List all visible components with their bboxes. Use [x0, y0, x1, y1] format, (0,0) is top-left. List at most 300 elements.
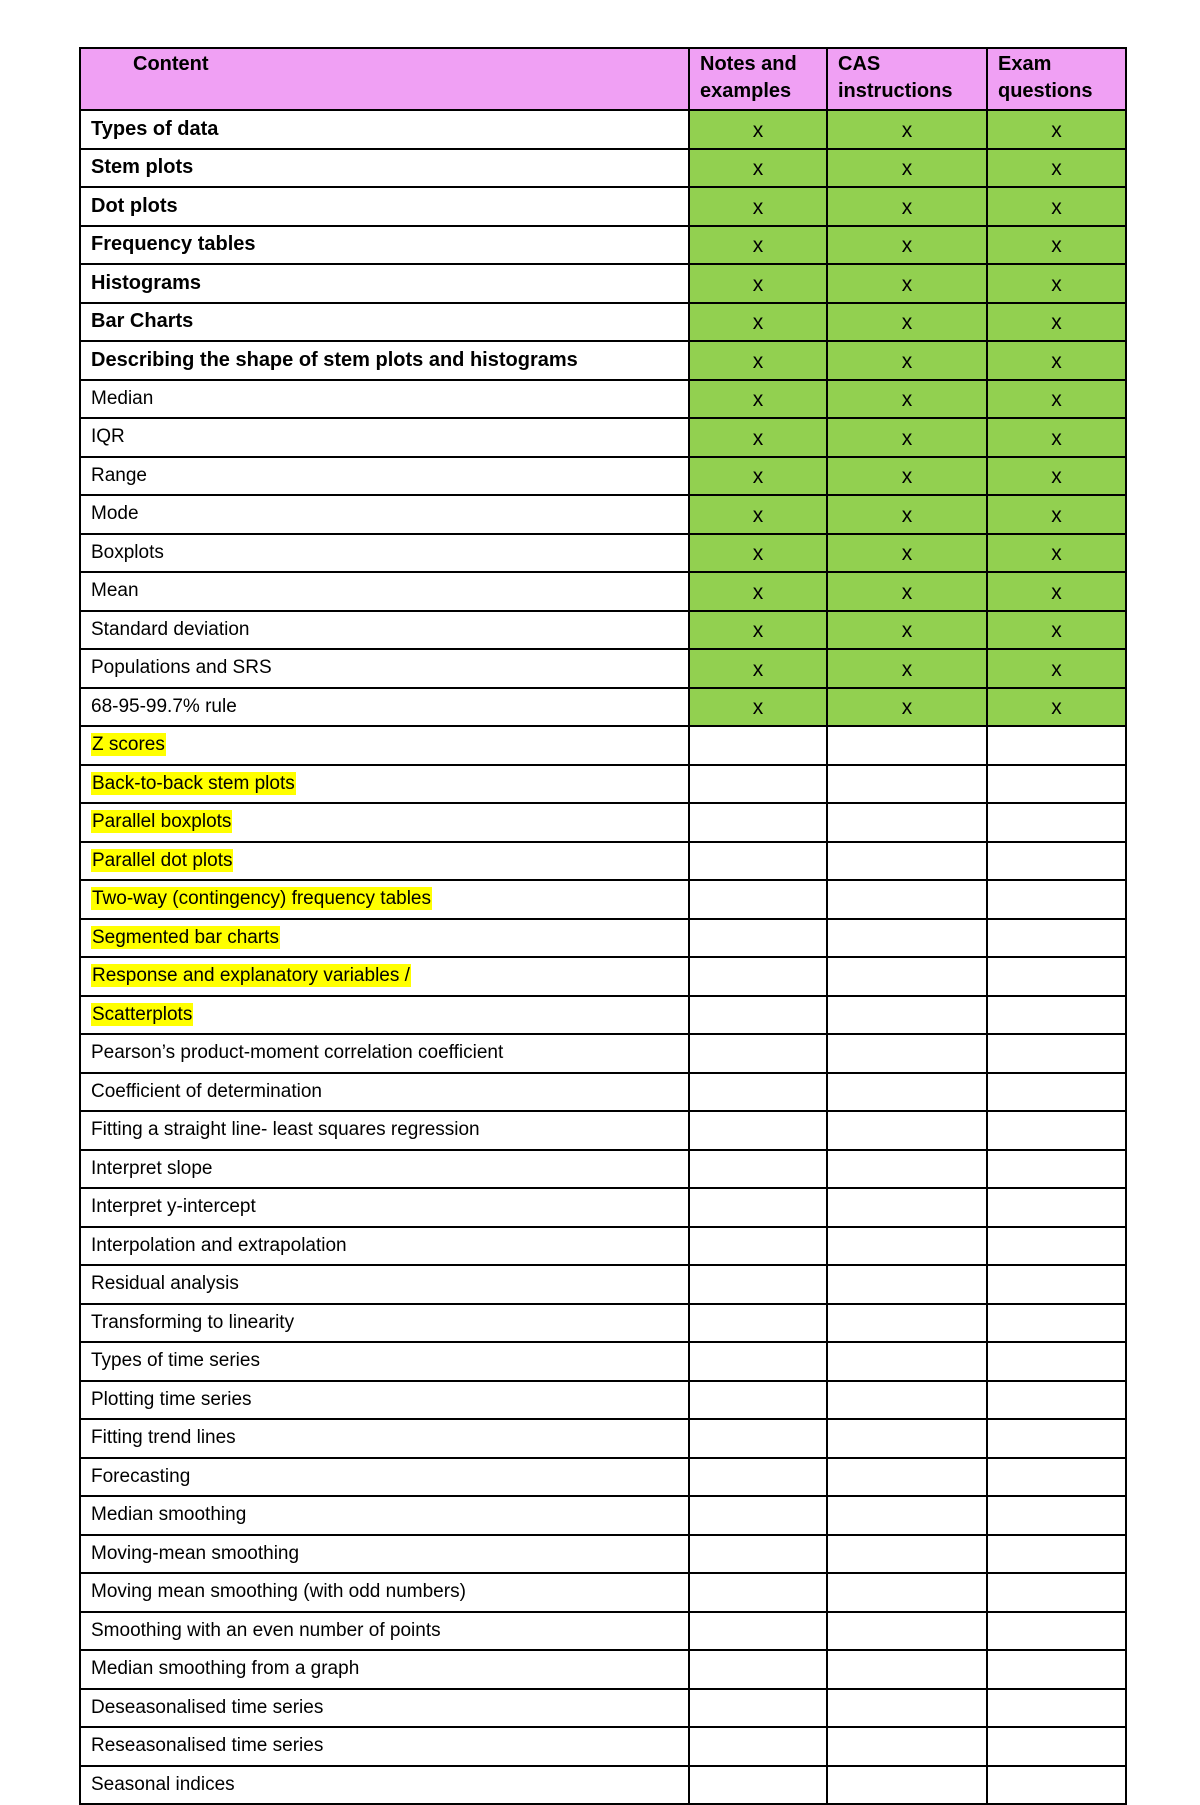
notes-mark-cell	[689, 765, 827, 804]
topic-label: Types of time series	[91, 1350, 260, 1372]
topic-cell	[80, 996, 689, 1035]
table-row	[80, 1727, 1126, 1766]
header-notes: Notes and examples	[689, 48, 827, 110]
topic-label: Interpolation and extrapolation	[91, 1234, 347, 1256]
notes-mark-cell	[689, 418, 827, 457]
exam-mark-cell	[987, 1111, 1126, 1150]
exam-mark-cell	[987, 919, 1126, 958]
cas-mark: x	[901, 311, 913, 335]
table-row	[80, 572, 1126, 611]
notes-mark-cell	[689, 803, 827, 842]
exam-mark-cell	[987, 303, 1126, 342]
topic-cell	[80, 418, 689, 457]
exam-mark-cell	[987, 187, 1126, 226]
checklist-table	[79, 47, 1127, 1805]
exam-mark-cell	[987, 1265, 1126, 1304]
cas-mark: x	[901, 465, 913, 489]
table-row	[80, 380, 1126, 419]
notes-mark-cell	[689, 1227, 827, 1266]
topic-label: Interpret slope	[91, 1157, 213, 1179]
topic-label: Fitting a straight line- least squares regression	[91, 1119, 480, 1141]
notes-mark-cell	[689, 1650, 827, 1689]
exam-mark-cell	[987, 1650, 1126, 1689]
notes-mark-cell	[689, 110, 827, 149]
notes-mark-cell	[689, 1612, 827, 1651]
notes-mark: x	[752, 657, 764, 681]
cas-mark: x	[901, 157, 913, 181]
cas-mark-cell	[827, 1265, 987, 1304]
cas-mark-cell	[827, 1650, 987, 1689]
cas-mark-cell	[827, 418, 987, 457]
table-row	[80, 149, 1126, 188]
exam-mark-cell	[987, 880, 1126, 919]
topic-label: IQR	[91, 426, 125, 448]
header-exam: Exam questions	[987, 48, 1126, 110]
cas-mark-cell	[827, 1188, 987, 1227]
table-row	[80, 1381, 1126, 1420]
exam-mark-cell	[987, 264, 1126, 303]
cas-mark-cell	[827, 1111, 987, 1150]
cas-mark-cell	[827, 1727, 987, 1766]
notes-mark-cell	[689, 380, 827, 419]
cas-mark-cell	[827, 1689, 987, 1728]
topic-cell	[80, 1265, 689, 1304]
exam-mark-cell	[987, 1381, 1126, 1420]
cas-mark-cell	[827, 226, 987, 265]
notes-mark: x	[752, 195, 764, 219]
table-row	[80, 1150, 1126, 1189]
notes-mark-cell	[689, 572, 827, 611]
notes-mark: x	[752, 311, 764, 335]
table-row	[80, 187, 1126, 226]
exam-mark-cell	[987, 341, 1126, 380]
topic-cell	[80, 341, 689, 380]
exam-mark-cell	[987, 957, 1126, 996]
cas-mark: x	[901, 349, 913, 373]
cas-mark: x	[901, 426, 913, 450]
cas-mark-cell	[827, 611, 987, 650]
notes-mark-cell	[689, 1342, 827, 1381]
cas-mark-cell	[827, 1304, 987, 1343]
cas-mark-cell	[827, 919, 987, 958]
topic-label: Segmented bar charts	[92, 926, 279, 948]
topic-label: Dot plots	[91, 194, 178, 217]
notes-mark-cell	[689, 996, 827, 1035]
cas-mark-cell	[827, 726, 987, 765]
topic-label: Deseasonalised time series	[91, 1696, 324, 1718]
notes-mark-cell	[689, 1689, 827, 1728]
table-row	[80, 1265, 1126, 1304]
exam-mark-cell	[987, 1034, 1126, 1073]
exam-mark-cell	[987, 1727, 1126, 1766]
table-row	[80, 726, 1126, 765]
notes-mark-cell	[689, 1458, 827, 1497]
table-row	[80, 1689, 1126, 1728]
topic-cell	[80, 226, 689, 265]
notes-mark: x	[752, 619, 764, 643]
cas-mark-cell	[827, 1458, 987, 1497]
notes-mark-cell	[689, 1188, 827, 1227]
exam-mark: x	[1051, 234, 1062, 258]
topic-label: Back-to-back stem plots	[92, 772, 295, 794]
notes-mark: x	[752, 465, 764, 489]
exam-mark-cell	[987, 534, 1126, 573]
exam-mark: x	[1051, 157, 1062, 181]
exam-mark: x	[1051, 503, 1062, 527]
topic-cell	[80, 726, 689, 765]
notes-mark-cell	[689, 726, 827, 765]
table-row	[80, 341, 1126, 380]
notes-mark: x	[752, 503, 764, 527]
cas-mark-cell	[827, 1073, 987, 1112]
cas-mark-cell	[827, 110, 987, 149]
topic-cell	[80, 1381, 689, 1420]
topic-label: Plotting time series	[91, 1388, 252, 1410]
notes-mark-cell	[689, 1265, 827, 1304]
notes-mark-cell	[689, 880, 827, 919]
table-row	[80, 1573, 1126, 1612]
cas-mark: x	[901, 388, 913, 412]
topic-cell	[80, 1612, 689, 1651]
table-row	[80, 765, 1126, 804]
exam-mark-cell	[987, 649, 1126, 688]
header-row	[80, 48, 1126, 110]
topic-cell	[80, 842, 689, 881]
topic-label: Describing the shape of stem plots and histograms	[91, 348, 578, 371]
header-cas: CAS instructions	[827, 48, 987, 110]
topic-label: Bar Charts	[91, 310, 194, 333]
notes-mark: x	[752, 272, 764, 296]
checklist-sheet	[79, 47, 1125, 1805]
topic-cell	[80, 1304, 689, 1343]
notes-mark-cell	[689, 842, 827, 881]
exam-mark: x	[1051, 465, 1062, 489]
topic-cell	[80, 495, 689, 534]
topic-cell	[80, 110, 689, 149]
table-row	[80, 1227, 1126, 1266]
notes-mark: x	[752, 349, 764, 373]
exam-mark-cell	[987, 380, 1126, 419]
cas-mark-cell	[827, 803, 987, 842]
table-row	[80, 996, 1126, 1035]
exam-mark: x	[1051, 118, 1062, 142]
topic-cell	[80, 688, 689, 727]
notes-mark-cell	[689, 1150, 827, 1189]
exam-mark-cell	[987, 1535, 1126, 1574]
notes-mark-cell	[689, 264, 827, 303]
topic-cell	[80, 880, 689, 919]
cas-mark-cell	[827, 1227, 987, 1266]
cas-mark-cell	[827, 842, 987, 881]
table-row	[80, 1535, 1126, 1574]
topic-label: Z scores	[92, 734, 165, 756]
exam-mark: x	[1051, 272, 1062, 296]
table-row	[80, 1766, 1126, 1805]
topic-label: Range	[91, 464, 147, 486]
exam-mark-cell	[987, 1689, 1126, 1728]
exam-mark-cell	[987, 1073, 1126, 1112]
topic-cell	[80, 765, 689, 804]
exam-mark-cell	[987, 495, 1126, 534]
topic-label: Response and explanatory variables /	[92, 965, 410, 987]
notes-mark-cell	[689, 1073, 827, 1112]
exam-mark-cell	[987, 688, 1126, 727]
cas-mark-cell	[827, 341, 987, 380]
table-row	[80, 110, 1126, 149]
notes-mark-cell	[689, 1381, 827, 1420]
topic-cell	[80, 1689, 689, 1728]
cas-mark-cell	[827, 1573, 987, 1612]
cas-mark-cell	[827, 649, 987, 688]
exam-mark: x	[1051, 388, 1062, 412]
notes-mark-cell	[689, 919, 827, 958]
topic-cell	[80, 1419, 689, 1458]
table-row	[80, 957, 1126, 996]
topic-label: Residual analysis	[91, 1273, 239, 1295]
notes-mark-cell	[689, 534, 827, 573]
notes-mark-cell	[689, 688, 827, 727]
table-row	[80, 1342, 1126, 1381]
topic-label: Interpret y-intercept	[91, 1196, 256, 1218]
exam-mark-cell	[987, 226, 1126, 265]
table-row	[80, 1073, 1126, 1112]
topic-label: Scatterplots	[92, 1003, 193, 1025]
exam-mark-cell	[987, 1573, 1126, 1612]
cas-mark: x	[901, 272, 913, 296]
topic-cell	[80, 1188, 689, 1227]
cas-mark: x	[901, 657, 913, 681]
cas-mark-cell	[827, 1150, 987, 1189]
table-row	[80, 611, 1126, 650]
topic-label: Forecasting	[91, 1465, 191, 1487]
notes-mark-cell	[689, 457, 827, 496]
notes-mark-cell	[689, 495, 827, 534]
cas-mark-cell	[827, 957, 987, 996]
table-row	[80, 842, 1126, 881]
topic-label: Median smoothing from a graph	[91, 1658, 360, 1680]
topic-label: Median smoothing	[91, 1504, 247, 1526]
topic-cell	[80, 1573, 689, 1612]
topic-cell	[80, 611, 689, 650]
cas-mark-cell	[827, 1034, 987, 1073]
notes-mark-cell	[689, 611, 827, 650]
table-row	[80, 803, 1126, 842]
notes-mark: x	[752, 388, 764, 412]
table-row	[80, 688, 1126, 727]
exam-mark-cell	[987, 765, 1126, 804]
topic-cell	[80, 1073, 689, 1112]
topic-cell	[80, 1535, 689, 1574]
notes-mark-cell	[689, 1304, 827, 1343]
notes-mark: x	[752, 234, 764, 258]
topic-label: Transforming to linearity	[91, 1311, 295, 1333]
exam-mark-cell	[987, 1419, 1126, 1458]
table-row	[80, 919, 1126, 958]
notes-mark-cell	[689, 187, 827, 226]
notes-mark: x	[752, 580, 764, 604]
topic-label: Populations and SRS	[91, 657, 272, 679]
table-row	[80, 226, 1126, 265]
exam-mark-cell	[987, 457, 1126, 496]
table-row	[80, 1034, 1126, 1073]
exam-mark: x	[1051, 619, 1062, 643]
notes-mark-cell	[689, 1034, 827, 1073]
exam-mark: x	[1051, 657, 1062, 681]
topic-label: Mode	[91, 503, 139, 525]
table-row	[80, 1304, 1126, 1343]
table-row	[80, 1496, 1126, 1535]
exam-mark-cell	[987, 611, 1126, 650]
topic-cell	[80, 187, 689, 226]
cas-mark-cell	[827, 380, 987, 419]
exam-mark-cell	[987, 110, 1126, 149]
notes-mark: x	[752, 542, 764, 566]
topic-label: Parallel boxplots	[92, 811, 232, 833]
topic-cell	[80, 1227, 689, 1266]
table-row	[80, 418, 1126, 457]
topic-cell	[80, 534, 689, 573]
cas-mark: x	[901, 234, 913, 258]
notes-mark-cell	[689, 1419, 827, 1458]
notes-mark-cell	[689, 226, 827, 265]
notes-mark-cell	[689, 1111, 827, 1150]
cas-mark: x	[901, 580, 913, 604]
topic-cell	[80, 149, 689, 188]
notes-mark-cell	[689, 1535, 827, 1574]
notes-mark: x	[752, 426, 764, 450]
topic-label: Mean	[91, 580, 139, 602]
topic-cell	[80, 1150, 689, 1189]
cas-mark: x	[901, 195, 913, 219]
exam-mark-cell	[987, 149, 1126, 188]
topic-label: Fitting trend lines	[91, 1427, 236, 1449]
cas-mark: x	[901, 619, 913, 643]
cas-mark-cell	[827, 187, 987, 226]
topic-label: Types of data	[91, 117, 219, 140]
topic-label: Seasonal indices	[91, 1773, 235, 1795]
exam-mark-cell	[987, 1612, 1126, 1651]
table-row	[80, 880, 1126, 919]
exam-mark-cell	[987, 572, 1126, 611]
table-row	[80, 264, 1126, 303]
exam-mark-cell	[987, 726, 1126, 765]
topic-label: Two-way (contingency) frequency tables	[92, 888, 431, 910]
cas-mark: x	[901, 118, 913, 142]
exam-mark-cell	[987, 1342, 1126, 1381]
exam-mark: x	[1051, 580, 1062, 604]
table-row	[80, 1111, 1126, 1150]
exam-mark: x	[1051, 349, 1062, 373]
table-row	[80, 457, 1126, 496]
exam-mark-cell	[987, 1188, 1126, 1227]
cas-mark-cell	[827, 765, 987, 804]
topic-cell	[80, 1342, 689, 1381]
topic-cell	[80, 957, 689, 996]
notes-mark-cell	[689, 649, 827, 688]
cas-mark-cell	[827, 495, 987, 534]
exam-mark-cell	[987, 1227, 1126, 1266]
cas-mark-cell	[827, 303, 987, 342]
topic-label: Boxplots	[91, 541, 164, 563]
cas-mark-cell	[827, 1419, 987, 1458]
exam-mark-cell	[987, 1304, 1126, 1343]
notes-mark-cell	[689, 957, 827, 996]
topic-label: Moving mean smoothing (with odd numbers)	[91, 1581, 466, 1603]
cas-mark-cell	[827, 1612, 987, 1651]
topic-label: Parallel dot plots	[92, 849, 233, 871]
notes-mark-cell	[689, 303, 827, 342]
exam-mark: x	[1051, 542, 1062, 566]
topic-cell	[80, 1111, 689, 1150]
cas-mark-cell	[827, 1342, 987, 1381]
topic-cell	[80, 1766, 689, 1805]
notes-mark-cell	[689, 149, 827, 188]
topic-label: Median	[91, 387, 154, 409]
exam-mark-cell	[987, 1150, 1126, 1189]
topic-cell	[80, 649, 689, 688]
notes-mark-cell	[689, 1766, 827, 1805]
topic-label: Coefficient of determination	[91, 1080, 322, 1102]
cas-mark-cell	[827, 457, 987, 496]
cas-mark-cell	[827, 1381, 987, 1420]
topic-label: Smoothing with an even number of points	[91, 1619, 441, 1641]
cas-mark: x	[901, 696, 913, 720]
topic-cell	[80, 457, 689, 496]
topic-cell	[80, 572, 689, 611]
table-row	[80, 649, 1126, 688]
table-row	[80, 1612, 1126, 1651]
topic-label: Standard deviation	[91, 618, 250, 640]
cas-mark-cell	[827, 534, 987, 573]
cas-mark-cell	[827, 1766, 987, 1805]
topic-cell	[80, 919, 689, 958]
table-row	[80, 303, 1126, 342]
topic-cell	[80, 264, 689, 303]
notes-mark: x	[752, 157, 764, 181]
topic-cell	[80, 1650, 689, 1689]
topic-cell	[80, 1034, 689, 1073]
notes-mark-cell	[689, 1573, 827, 1612]
exam-mark-cell	[987, 803, 1126, 842]
notes-mark: x	[752, 118, 764, 142]
topic-label: Stem plots	[91, 156, 194, 179]
topic-cell	[80, 1496, 689, 1535]
topic-label: 68-95-99.7% rule	[91, 695, 237, 717]
exam-mark-cell	[987, 842, 1126, 881]
exam-mark: x	[1051, 426, 1062, 450]
topic-cell	[80, 303, 689, 342]
cas-mark-cell	[827, 572, 987, 611]
notes-mark-cell	[689, 341, 827, 380]
cas-mark-cell	[827, 880, 987, 919]
cas-mark-cell	[827, 264, 987, 303]
topic-cell	[80, 803, 689, 842]
exam-mark: x	[1051, 195, 1062, 219]
exam-mark: x	[1051, 311, 1062, 335]
table-row	[80, 1650, 1126, 1689]
cas-mark-cell	[827, 149, 987, 188]
topic-label: Histograms	[91, 271, 202, 294]
notes-mark-cell	[689, 1727, 827, 1766]
cas-mark: x	[901, 503, 913, 527]
table-row	[80, 495, 1126, 534]
exam-mark-cell	[987, 996, 1126, 1035]
topic-cell	[80, 380, 689, 419]
notes-mark: x	[752, 696, 764, 720]
cas-mark-cell	[827, 1535, 987, 1574]
cas-mark: x	[901, 542, 913, 566]
topic-label: Moving-mean smoothing	[91, 1542, 300, 1564]
